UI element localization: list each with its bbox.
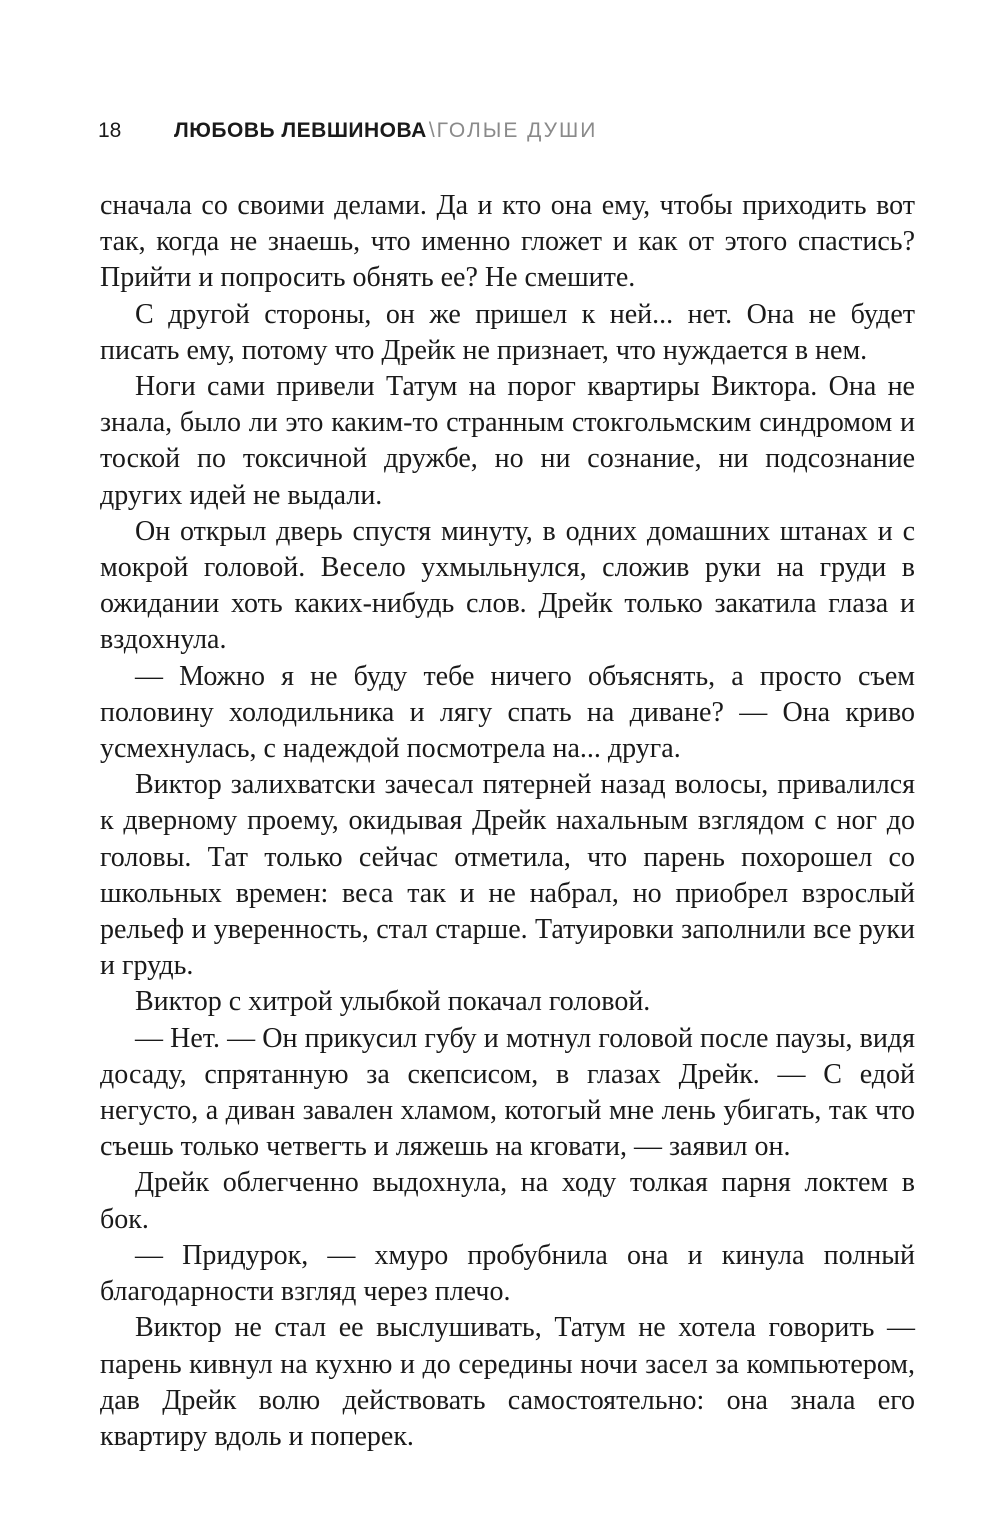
paragraph: Виктор залихватски зачесал пятерней назад волосы, привалился к дверному проему, окидывая Дрейк нахальным взглядом с ног до головы. Тат только сейчас отметила, что парень похорошел со школьных времен: веса так и не набрал, но приобрел взрослый рельеф и уверенность, стал старше. Татуировки заполнили все руки и грудь. [100, 769, 915, 982]
page-number: 18 [98, 119, 122, 142]
paragraph: — Нет. — Он прикусил губу и мотнул головой после паузы, видя досаду, спрятанную за скепсисом, в глазах Дрейк. — С едой негусто, а диван завален хламом, котогый мне лень убигать, так что съешь только четвегть и ляжешь на кговати, — заявил он. [100, 1022, 915, 1163]
paragraph: С другой стороны, он же пришел к ней... нет. Она не будет писать ему, потому что Дрейк не признает, что нуждается в нем. [100, 298, 915, 366]
paragraph: Дрейк облегченно выдохнула, на ходу толкая парня локтем в бок. [100, 1167, 915, 1235]
paragraph: — Придурок, — хмуро пробубнила она и кинула полный благодарности взгляд через плечо. [100, 1239, 915, 1308]
header-separator: \ [428, 119, 435, 142]
paragraph: Виктор не стал ее выслушивать, Татум не хотела говорить — парень кивнул на кухню и до середины ночи засел за компьютером, дав Дрейк волю действовать самостоятельно: она знала его квартиру вдоль и поперек. [100, 1312, 915, 1452]
paragraph: — Можно я не буду тебе ничего объяснять, а просто съем половину холодильника и лягу спать на диване? — Она криво усмехнулась, с надеждой посмотрела на... друга. [100, 660, 915, 765]
book-title: ГОЛЫЕ ДУШИ [436, 119, 598, 142]
paragraph: Виктор с хитрой улыбкой покачал головой. [135, 986, 651, 1018]
paragraph: Ноги сами привели Татум на порог квартиры Виктора. Она не знала, было ли это каким-то странным стокгольмским синдромом и тоской по токсичной дружбе, но ни сознание, ни подсознание других идей не выдали. [100, 371, 915, 511]
running-header [98, 114, 918, 148]
body-text [100, 188, 915, 1455]
author-name: ЛЮБОВЬ ЛЕВШИНОВА [174, 119, 427, 142]
paragraph: Он открыл дверь спустя минуту, в одних домашних штанах и с мокрой головой. Весело ухмыльнулся, сложив руки на груди в ожидании хоть каких-нибудь слов. Дрейк только закатила глаза и вздохнула. [100, 515, 915, 656]
paragraph: сначала со своими делами. Да и кто она ему, чтобы приходить вот так, когда не знаешь, что именно гложет и как от этого спастись? Прийти и попросить обнять ее? Не смешите. [100, 190, 915, 294]
